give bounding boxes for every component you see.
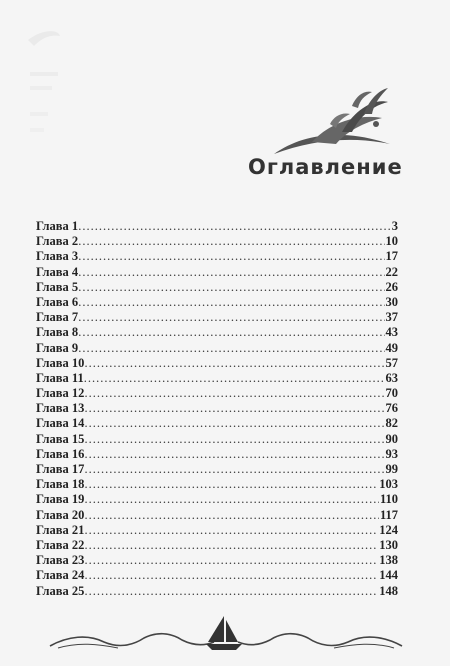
toc-entry-label: Глава 13 <box>36 401 85 416</box>
page-title: Оглавление <box>248 155 403 179</box>
toc-entry <box>36 341 398 356</box>
toc-entry <box>36 492 398 507</box>
toc-entry <box>36 432 398 447</box>
toc-entry-page-number: 103 <box>379 477 398 492</box>
toc-entry-label: Глава 18 <box>36 477 85 492</box>
toc-entry-label: Глава 4 <box>36 264 79 279</box>
toc-entry-label: Глава 15 <box>36 431 85 446</box>
toc-dot-leader <box>84 447 384 462</box>
toc-dot-leader <box>84 462 384 477</box>
toc-dot-leader <box>84 416 384 431</box>
sailboat-wave-ornament-icon <box>48 612 404 652</box>
toc-entry-label: Глава 17 <box>36 462 85 476</box>
toc-entry-label: Глава 2 <box>36 234 79 249</box>
toc-entry <box>36 523 398 538</box>
toc-entry-label: Глава 19 <box>36 492 85 507</box>
toc-entry-label: Глава 12 <box>36 386 85 401</box>
toc-entry-label: Глава 21 <box>36 522 85 537</box>
toc-entry-page-number: 57 <box>385 355 398 370</box>
toc-entry-page-number: 93 <box>385 446 398 461</box>
toc-dot-leader <box>78 219 391 234</box>
toc-entry-page-number: 49 <box>385 340 398 355</box>
toc-dot-leader <box>84 492 379 507</box>
toc-dot-leader <box>78 295 384 310</box>
toc-dot-leader <box>84 508 379 523</box>
toc-entry-label: Глава 7 <box>36 310 79 325</box>
toc-dot-leader <box>84 386 384 401</box>
wave-swirl-ornament-icon <box>272 84 392 162</box>
toc-entry-page-number: 63 <box>385 370 398 385</box>
toc-dot-leader <box>84 477 378 492</box>
toc-entry <box>36 416 398 431</box>
toc-entry <box>36 371 398 386</box>
toc-entry <box>36 568 398 583</box>
toc-entry-label: Глава 9 <box>36 340 79 355</box>
toc-entry-page-number: 117 <box>379 507 398 522</box>
toc-entry <box>36 584 398 599</box>
toc-dot-leader <box>78 310 384 325</box>
toc-dot-leader <box>84 356 384 371</box>
toc-dot-leader <box>84 538 378 553</box>
toc-entry-label: Глава 16 <box>36 446 85 461</box>
toc-dot-leader <box>78 325 384 340</box>
toc-entry-page-number: 30 <box>385 294 398 309</box>
toc-entry-page-number: 3 <box>391 219 398 233</box>
toc-dot-leader <box>78 249 384 264</box>
toc-dot-leader <box>78 234 384 249</box>
toc-entry-page-number: 70 <box>385 386 398 401</box>
toc-entry <box>36 538 398 553</box>
toc-entry-page-number: 10 <box>385 234 398 249</box>
toc-entry <box>36 386 398 401</box>
toc-entry <box>36 325 398 340</box>
toc-entry-label: Глава 10 <box>36 355 85 370</box>
toc-entry <box>36 447 398 462</box>
toc-dot-leader <box>84 401 384 416</box>
toc-entry-label: Глава 24 <box>36 568 85 583</box>
toc-entry <box>36 462 398 477</box>
toc-entry-page-number: 76 <box>385 401 398 416</box>
toc-entry-page-number: 130 <box>379 537 398 552</box>
toc-dot-leader <box>84 523 378 538</box>
toc-entry-page-number: 82 <box>385 416 398 431</box>
toc-entry <box>36 249 398 264</box>
toc-entry <box>36 310 398 325</box>
toc-entry-label: Глава 6 <box>36 294 79 309</box>
toc-entry <box>36 265 398 280</box>
toc-entry <box>36 508 398 523</box>
toc-dot-leader <box>84 568 378 583</box>
toc-entry-label: Глава 11 <box>36 370 84 385</box>
toc-entry-page-number: 124 <box>379 522 398 537</box>
toc-entry-label: Глава 14 <box>36 416 85 431</box>
toc-entry-label: Глава 23 <box>36 553 85 568</box>
toc-entry-page-number: 148 <box>379 583 398 598</box>
toc-dot-leader <box>78 265 384 280</box>
toc-entry <box>36 477 398 492</box>
toc-entry-page-number: 138 <box>379 553 398 568</box>
toc-entry-page-number: 17 <box>385 249 398 264</box>
toc-entry <box>36 553 398 568</box>
toc-entry-label: Глава 5 <box>36 279 79 294</box>
toc-entry-page-number: 90 <box>385 431 398 446</box>
toc-entry <box>36 219 398 234</box>
toc-entry-page-number: 26 <box>385 279 398 294</box>
toc-entry-page-number: 43 <box>385 325 398 340</box>
toc-entry-label: Глава 20 <box>36 507 85 522</box>
toc-entry <box>36 295 398 310</box>
toc-entry <box>36 356 398 371</box>
toc-entry-page-number: 110 <box>379 492 398 507</box>
toc-entry-page-number: 22 <box>385 264 398 279</box>
toc-entry-label: Глава 3 <box>36 249 79 264</box>
toc-entry-page-number: 37 <box>385 310 398 325</box>
toc-entry-page-number: 99 <box>385 462 398 476</box>
table-of-contents <box>36 219 398 599</box>
toc-entry <box>36 234 398 249</box>
bleed-through-ornament-icon <box>0 0 60 160</box>
toc-entry-label: Глава 22 <box>36 537 85 552</box>
toc-dot-leader <box>84 432 384 447</box>
toc-entry-label: Глава 8 <box>36 325 79 340</box>
toc-dot-leader <box>84 584 378 599</box>
toc-entry-label: Глава 25 <box>36 583 85 598</box>
toc-dot-leader <box>84 553 378 568</box>
toc-dot-leader <box>84 371 385 386</box>
toc-entry <box>36 280 398 295</box>
toc-dot-leader <box>78 280 384 295</box>
toc-dot-leader <box>78 341 384 356</box>
toc-entry-page-number: 144 <box>379 568 398 583</box>
toc-entry <box>36 401 398 416</box>
toc-entry-label: Глава 1 <box>36 219 79 233</box>
